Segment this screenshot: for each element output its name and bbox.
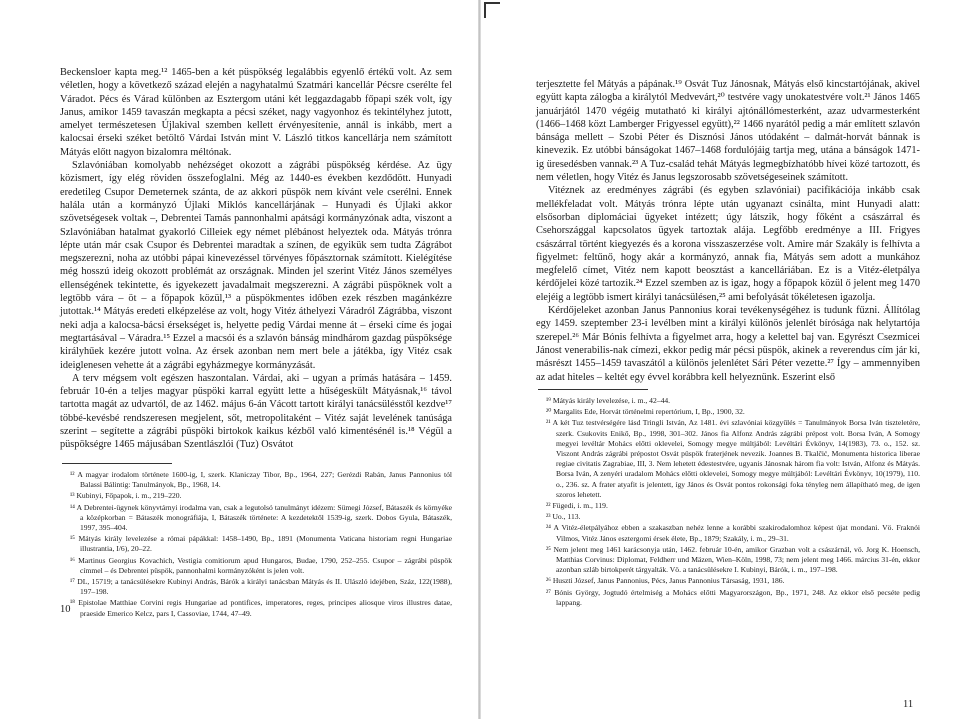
- footnote-16: ¹⁶ Martinus Georgius Kovachich, Vestigia comitiorum apud Hungaros, Budae, 1790, 252–255. Csupor – zágrábi püspök címmel – és Debrentei püspök, pannonhalmi kormányzóként is jelen volt.: [70, 555, 452, 575]
- right-footnote-rule: [538, 389, 648, 390]
- footnote-17: ¹⁷ DL, 15719; a tanácsülésekre Kubinyi András, Bárók a királyi tanácsban Mátyás és II. Ulászló idejében, Száz, 122(1988), 197–198.: [70, 577, 452, 597]
- footnote-27: ²⁷ Bónis György, Jogtudó értelmiség a Mohács előtti Magyarországon, Bp., 1971, 248. Az ekkor első pecséte pedig lappang.: [546, 587, 920, 607]
- left-body-text: [60, 66, 452, 452]
- right-page-number: 11: [903, 699, 914, 710]
- footnote-26: ²⁶ Huszti József, Janus Pannonius, Pécs, Janus Pannonius Társaság, 1931, 186.: [546, 576, 785, 586]
- footnote-13: ¹³ Kubinyi, Főpapok, i. m., 219–220.: [70, 491, 182, 501]
- footnote-15: ¹⁵ Mátyás király levelezése a római pápákkal: 1458–1490, Bp., 1891 (Monumenta Vaticana historiam regni Hungariae illustrantia, I/6), 20–22.: [70, 534, 452, 554]
- footnote-12: ¹² A magyar irodalom története 1600-ig, I, szerk. Klaniczay Tibor, Bp., 1964, 227; Gerézdi Rabán, Janus Pannonius tól Balassi Bálintig: Tanulmányok, Bp., 1968, 14.: [70, 470, 452, 490]
- left-paragraph-2: Szlavóniában komolyabb nehézséget okozott a zágrábi püspökség kérdése. Az ügy közismert, így elég röviden összefoglalni. Még az 1440-es években kezdődött. Hunyadi eredetileg Csupor Demeternek szánta, de az akkori püspök nem kívánt vele cserélni. Ennek halála után a kormányzó Újlaki Miklós kancellárjának – Hunyadi és Újlaki akkor szövetségesek voltak –, Debrentei Tamás pannonhalmi apátsági kormányzónak adta, viszont a Szlavóniában hatalmat gyakorló Cilleiek egy német plébánost helyeztek oda. Mátyás trónra lépte után már csak Csupor és Debrentei maradtak a színen, de egyikük sem tudta Zágrábot megszerezni, noha az utóbbi pápai kinevezéssel törvényes főpásztornak számított. Kielégítése még hosszú ideig okozott problémát az országnak. Minden jel szerint Vitéz János személyes ellenségének tekintette, és igyekezett javadalmait megszerezni. A zágrábi püspöknek volt a legtöbb vára – öt – a főpapok közül,¹³ a püspökmentes időben ezek részben magánkézre jutottak.¹⁴ Mátyás eredeti elképzelése az volt, hogy Vitéz áthelyezi Váradról Zágrábba, viszont neki adja a kalocsa-bácsi érsekséget is, helyette pedig Várdai menne át – érseki címe és jogai megtartásával – Váradra.¹⁵ Ezzel a macsói és a szlavón bánság mindhárom gazdag püspöksége királyhűek kezére jutott volna. Az érsek azonban nem mert bele a játékba, így Vitéz csak ideiglenesen vehette át a zágrábi egyházmegye kormányzását.: [60, 160, 452, 371]
- footnote-21: ²¹ A két Tuz testvérségére lásd Tringli István, Az 1481. évi szlavóniai közgyűlés = Tanulmányok Borsa Iván tiszteletére, szerk. Csukovits Enikő, Bp., 1998, 301–302. János fia Alfonz András zágrábi prépost volt. Borsa Iván, A Somogy megyei levéltár Mohács előtti oklevelei, Somogy megye múltjából: Levéltári Évkönyv, 14(1983), 73. o., 152. sz. Viszont András zágrábi prépostot Osvát püspök fraterjének nevezik. Joannes B. Tkalčić, Monumenta historica liberae regiae civitatis Zagrabiae, III, 3. Nem lehetett édestestvére, ugyanis Jánosnak három fia volt: István, Alfonz és Mátyás. Borsa Iván, A zenyéri uradalom Mohács előtti oklevelei, Somogy megye múltjából: Levéltári Évkönyv, 10(1979), 110. o., 236. sz. A frater atyafit is jelentett, így János és Osvát pontos rokonsági foka tényleg nem állapítható meg, de igen szoros lehetett.: [546, 418, 920, 499]
- right-paragraph-3: Kérdőjeleket azonban Janus Pannonius korai tevékenységéhez is tudunk fűzni. Állítólag egy 1459. szeptember 23-i levélben mint a királyi különös jelenlét bírósága nak helytartója szerepel.²⁶ Már Bónis felhívta a figyelmet arra, hogy a kelettel baj van. Egyrészt Csezmicei Jánost venerabilis-nak címezi, ekkor pedig már pécsi püspök, akinek a reverendus cím jár ki, másrészt 1455–1459 tavaszától a különös jelenlétet Sári Péter vezette.²⁷ Így – ammennyiben az adat hiteles – keltét egy évvel korábbra kell helyeznünk. Eszerint első: [536, 305, 920, 383]
- left-page: [0, 0, 478, 719]
- footnote-19: ¹⁹ Mátyás király levelezése, i. m., 42–44.: [546, 396, 671, 405]
- right-paragraph-1: terjesztette fel Mátyás a pápának.¹⁹ Osvát Tuz Jánosnak, Mátyás első kincstartójának, akivel együtt kapta zálogba a királytól Medvevárt,²⁰ testvére vagy unokatestvére volt.²¹ János 1465 januárjától 1470 végéig mutatható ki királyi ajtónállómesterként, azaz udvarmesterként (1466–1468 közt Lamberger Frigyessel együtt),²² 1466 nyarától pedig a már említett szlavón bánsága mellett – Szobi Péter és Disznósi János utódaként – dalmát-horvát bánnak is kinevezik. Ez utóbbi bánságokat 1467–1468 fordulójáig tartja meg, utána a bánságok 1471-ig üresedésben vannak.²³ A Tuz-család tehát Mátyás legmegbízhatóbb hívei közé tartozott, és nem véletlen, hogy Vitéz és Janus legszorosabb szövetségeseinek számított.: [536, 79, 920, 184]
- left-footnotes: [62, 470, 452, 620]
- footnote-23: ²³ Uo., 113.: [546, 512, 581, 522]
- left-paragraph-1: Beckensloer kapta meg.¹² 1465-ben a két püspökség legalábbis egyenlő értékű volt. Az sem véletlen, hogy a következő század elején a nagyhatalmú Szatmári kancellár Pécsre cserélte fel Váradot. Pécs és Várad különben az Esztergom utáni két leggazdagabb főpapi szék volt, így Janus, amikor 1459 tavaszán megkapta a pécsi széket, nagy vagyonhoz és tekintélyhez jutott, amelyet természetesen Újlakival szemben kellett érvényesítenie, annál is inkább, mert a kalocsai érseki széket betöltő Várdai István mint V. László titkos kancellárja nem számított Mátyás előtt nagyon bizalomra méltónak.: [60, 67, 452, 158]
- right-page: [481, 0, 959, 719]
- left-paragraph-3: A terv mégsem volt egészen haszontalan. Várdai, aki – ugyan a prímás hatására – 1459. február 10-én a teljes magyar püspöki karral együtt lette a hűségeskült Mátyásnak,¹⁶ távol tartotta magát az udvartól, de az 1462. május 6-án Vácott tartott királyi tanácsülésstől kezdve¹⁷ többé-kevésbé rendszeresen megjelent, sőt, metropolitaként – Vitéz saját levelének tanúsága szerint – segítette a zágrábi püspöki birtokok kaikus kézből való kimentésénél is.¹⁸ Végül a püspökségre 1465 májusában Szentlászlói (Tuz) Osvátot: [60, 372, 452, 451]
- left-footnote-rule: [62, 463, 172, 464]
- footnote-25: ²⁵ Nem jelent meg 1461 karácsonyja után, 1462. február 10-én, amikor Grazban volt a császárnál, vö. Jorg K. Hoensch, Matthias Corvinus: Diplomat, Feldherr und Mäzen, Wien–Köln, 1998, 73; nem jelent meg 1466. március 31-én, ekkor azonban szláb birtokperét tárgyalták. Vö. a tanácsülésekre I. Kubinyi, Bárók, i. m., 197–198.: [546, 544, 920, 575]
- right-paragraph-2: Vitéznek az eredményes zágrábi (és egyben szlavóniai) pacifikációja inkább csak mellékfeladat volt. Mátyás trónra lépte után ugyanazt csinálta, mint Hunyadi alatt: elsősorban diplomáciai ügyeket intézett; úgy látszik, hogy főként a császárral és Csehországgal kapcsolatos ügyek tartoztak alája. Legfőbb eredménye a III. Frigyes császárral történt kiegyezés és a korona visszaszerzése volt. Amire már Szakály is felhívta a figyelmet: feltűnő, hogy akár a kormányzó, annak fia, Mátyás sem adott a munkához megfelelő címet, Vitéz nem kapott beosztást a kancelláriában. Ez is a Vitéz-életpálya kérdőjelei közé tartozik.²⁴ Ezzel szemben az is igaz, hogy a főpapok közül ő jelent meg 1470 elejéig a legtöbb ismert királyi tanácsülésen,²⁵ ami befolyását tökéletesen igazolja.: [536, 185, 920, 303]
- footnote-14: ¹⁴ A Debrentei-ügynek könyvtárnyi irodalma van, csak a legutolsó tanulmányt idézem: Sümegi József, Bátaszék és környéke a középkorban = Bátaszék monográfiája, I, Bátaszék története: A kezdetektől 1539-ig, szerk. Dobos Gyula, Bátaszék, 1997, 395–404.: [70, 502, 452, 533]
- footnote-24: ²⁴ A Vitéz-életpályához ebben a szakaszban nehéz lenne a korábbi szakirodalomhoz képest újat mondani. Vö. Fraknói Vilmos, Vitéz János esztergomi érsek élete, Bp., 1879; Szakály, i. m., 29–31.: [546, 523, 920, 543]
- footnote-22: ²² Fügedi, i. m., 119.: [546, 501, 608, 511]
- left-page-number: 10: [60, 604, 71, 615]
- right-footnotes: [538, 396, 920, 609]
- footnote-18: ¹⁸ Epistolae Matthiae Corvini regis Hungariae ad pontifices, imperatores, reges, principes aliosque viros illustres datae, praeside Emerico Kelcz, pars I, Cassoviae, 1744, 47–49.: [70, 598, 452, 618]
- right-body-text: [536, 78, 920, 384]
- footnote-20: ²⁰ Margalits Ede, Horvát történelmi repertórium, I, Bp., 1900, 32.: [546, 407, 745, 417]
